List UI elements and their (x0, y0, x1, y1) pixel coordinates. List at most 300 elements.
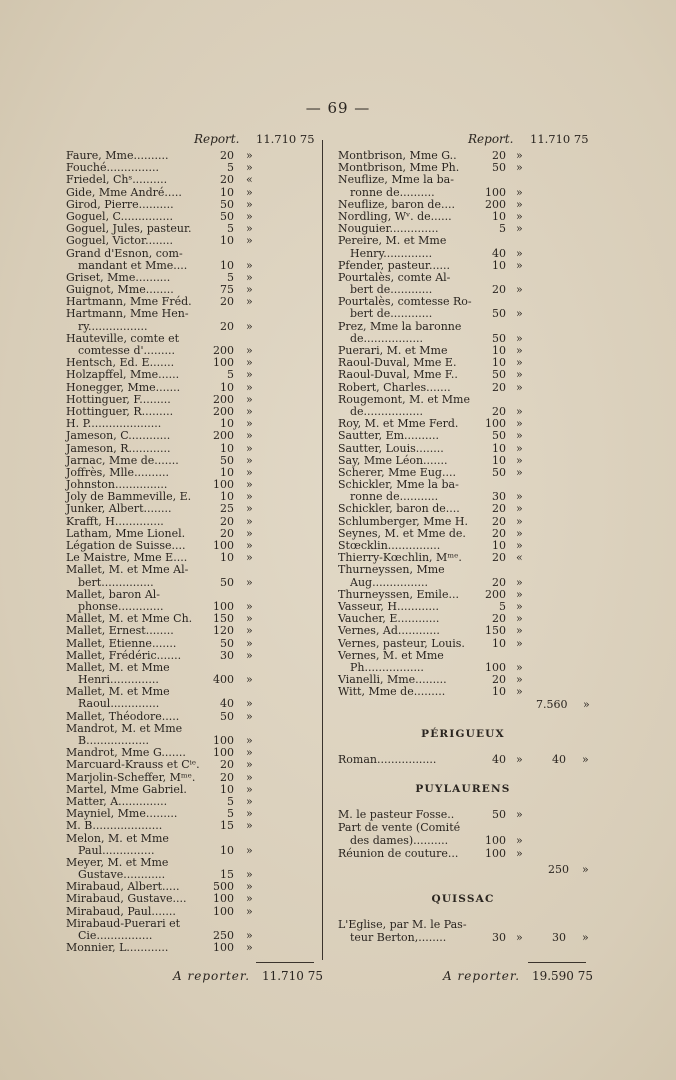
donor-name: M. B.................... (66, 819, 163, 833)
donation-amount: 20 (492, 380, 506, 394)
donation-amount: 100 (213, 904, 234, 918)
donation-cents: » (516, 368, 523, 382)
donor-name: Mirabaud, Paul....... (66, 904, 176, 918)
donor-name: Vaucher, E............ (338, 612, 440, 626)
donor-name: Jameson, C............ (66, 429, 171, 443)
donation-amount: 150 (213, 612, 234, 626)
donation-amount: 10 (492, 685, 506, 699)
list-item (338, 848, 590, 861)
donation-amount: 10 (492, 258, 506, 272)
donor-name: Girod, Pierre.......... (66, 197, 174, 211)
section-total-cents: » (582, 863, 589, 877)
donor-name: Jarnac, Mme de....... (66, 453, 179, 467)
donation-amount: 100 (213, 539, 234, 552)
donor-name: Hentsch, Ed. E....... (66, 356, 175, 370)
donor-name: B.................. (78, 734, 150, 747)
donor-name: Raoul-Duval, Mme E. (338, 356, 457, 370)
list-item (66, 248, 316, 260)
donor-name: Schlumberger, Mme H. (338, 514, 469, 528)
footer-rule-left (256, 962, 314, 963)
donation-cents: » (246, 283, 253, 297)
donation-cents: » (246, 697, 253, 711)
donor-name: Mandrot, Mme G....... (66, 746, 186, 760)
donation-cents: » (246, 441, 253, 455)
list-item (338, 577, 590, 589)
footer-left (173, 969, 323, 983)
footer-label: A reporter. (173, 969, 251, 983)
donation-cents: » (516, 575, 523, 589)
donation-cents: » (516, 539, 523, 552)
donation-amount: 25 (220, 502, 234, 516)
donation-amount: 10 (492, 344, 506, 357)
donation-amount: 10 (220, 465, 234, 479)
donation-amount: 250 (213, 929, 234, 942)
donor-name: Schickler, baron de.... (338, 502, 460, 516)
donor-name: Cie................ (78, 929, 153, 942)
donation-amount: 20 (492, 149, 506, 162)
list-item (338, 430, 590, 442)
donation-amount: 100 (485, 417, 506, 431)
donation-cents: » (246, 404, 253, 418)
donation-cents: » (516, 344, 523, 357)
donation-cents: » (246, 222, 253, 236)
donation-amount: 50 (492, 161, 506, 175)
donation-amount: 10 (492, 539, 506, 552)
list-item (66, 820, 316, 832)
donation-cents: » (246, 490, 253, 504)
donor-name: Sautter, Em.......... (338, 429, 439, 443)
donation-amount: 100 (485, 185, 506, 199)
section-total-row (338, 864, 590, 876)
donation-cents: » (246, 295, 253, 309)
list-item (66, 577, 316, 589)
donation-cents: » (246, 868, 253, 882)
donation-amount: 10 (220, 234, 234, 248)
donation-amount: 20 (220, 295, 234, 309)
donation-amount: 20 (492, 575, 506, 589)
donation-cents: » (246, 380, 253, 394)
donation-amount: 50 (220, 209, 234, 223)
donor-name: mandant et Mme.... (78, 258, 188, 272)
footer-label: A reporter. (443, 969, 521, 983)
donation-cents: » (246, 807, 253, 821)
list-item (338, 443, 590, 455)
donor-name: Robert, Charles....... (338, 380, 451, 394)
donation-amount: 50 (492, 331, 506, 345)
donor-name: Johnston............... (66, 478, 168, 492)
donor-name: Mallet, M. et Mme Al- (66, 563, 189, 577)
donor-name: Vernes, Ad............ (338, 624, 440, 638)
donation-amount: 20 (220, 319, 234, 333)
donor-name: Mallet, M. et Mme Ch. (66, 612, 193, 626)
donation-cents: » (246, 429, 253, 443)
donation-cents: » (246, 624, 253, 638)
donor-name: Hottinguer, R......... (66, 404, 174, 418)
section-total: 30 (552, 930, 566, 944)
donor-name: Réunion de couture... (338, 847, 459, 861)
donor-name: ry................. (78, 319, 148, 333)
donation-amount: 5 (227, 368, 234, 382)
donation-cents: » (516, 502, 523, 516)
donation-amount: 5 (499, 599, 506, 613)
donation-cents: » (246, 234, 253, 248)
donor-name: Thierry-Kœchlin, Mᵐᵉ. (338, 551, 462, 565)
donation-amount: 5 (499, 222, 506, 236)
list-item (338, 174, 590, 186)
donation-amount: 150 (485, 624, 506, 638)
donation-cents: » (246, 941, 253, 955)
donation-cents: » (516, 246, 523, 260)
donor-name: Mallet, Théodore..... (66, 709, 180, 723)
donation-cents: » (246, 453, 253, 467)
list-item (66, 321, 316, 333)
donation-amount: 10 (220, 380, 234, 394)
donor-name: Gide, Mme André..... (66, 185, 182, 199)
donation-amount: 10 (220, 185, 234, 199)
donation-cents: » (246, 648, 253, 662)
donation-cents: » (246, 636, 253, 650)
donor-name: Goguel, C............... (66, 209, 174, 223)
donation-cents: » (246, 368, 253, 382)
donation-cents: » (516, 612, 523, 626)
donation-amount: 10 (492, 636, 506, 650)
donation-cents: » (516, 808, 523, 822)
donation-amount: 200 (213, 404, 234, 418)
donation-amount: 20 (492, 404, 506, 418)
donation-amount: 100 (213, 599, 234, 613)
donation-cents: » (516, 307, 523, 321)
footer-rule-right (528, 962, 586, 963)
donor-name: Honegger, Mme....... (66, 380, 181, 394)
donation-cents: » (246, 843, 253, 857)
section (338, 893, 590, 945)
donor-name: Schickler, Mme la ba- (338, 478, 459, 492)
list-item (338, 754, 590, 767)
donation-cents: » (246, 417, 253, 431)
donation-amount: 20 (492, 283, 506, 297)
donor-name: teur Berton,........ (350, 930, 447, 944)
donor-name: Vernes, M. et Mme (338, 648, 444, 662)
donation-amount: 20 (492, 514, 506, 528)
donor-name: Witt, Mme de......... (338, 685, 446, 699)
donation-amount: 20 (220, 173, 234, 187)
donation-cents: » (246, 344, 253, 357)
donor-name: Faure, Mme.......... (66, 149, 169, 162)
sections (338, 728, 590, 944)
donor-name: Henry.............. (350, 246, 433, 260)
donation-amount: 10 (220, 490, 234, 504)
donation-amount: 50 (492, 808, 506, 822)
donation-cents: « (516, 551, 523, 565)
donation-cents: » (516, 441, 523, 455)
donor-name: Hottinguer, F......... (66, 392, 171, 406)
donation-cents: » (516, 673, 523, 687)
list-item (66, 638, 316, 650)
donation-cents: » (516, 149, 523, 162)
list-item (66, 430, 316, 442)
donor-name: Joffrès, Mlle.......... (66, 465, 170, 479)
donation-cents: » (246, 612, 253, 626)
donation-cents: » (246, 356, 253, 370)
donor-name: Vianelli, Mme......... (338, 673, 447, 687)
donor-name: Pourtalès, comte Al- (338, 270, 451, 284)
donation-amount: 50 (220, 709, 234, 723)
donation-amount: 20 (220, 758, 234, 772)
donation-amount: 10 (492, 209, 506, 223)
donor-name: Paul............... (78, 843, 155, 857)
donor-name: Scherer, Mme Eug.... (338, 465, 456, 479)
donation-cents: » (516, 453, 523, 467)
donation-amount: 100 (485, 847, 506, 861)
list-item (66, 369, 316, 381)
list-item (66, 942, 316, 954)
donation-amount: 10 (220, 551, 234, 565)
donor-name: Grand d'Esnon, com- (66, 246, 183, 260)
donation-cents: » (516, 624, 523, 638)
donor-name: Gustave............ (78, 868, 166, 882)
donation-amount: 100 (213, 356, 234, 370)
donor-name: Griset, Mme.......... (66, 270, 171, 284)
donor-name: Marcuard-Krauss et Cⁱᵉ. (66, 758, 200, 772)
donor-name: Latham, Mme Lionel. (66, 526, 186, 540)
right-column (338, 128, 590, 945)
donor-name: Mallet, M. et Mme (66, 660, 170, 674)
donor-name: Mayniel, Mme......... (66, 807, 178, 821)
donor-name: Hauteville, comte et (66, 331, 180, 345)
donation-cents: » (246, 526, 253, 540)
donor-name: Monnier, L............ (66, 941, 169, 955)
section-total-cents: » (582, 930, 589, 944)
section-title: PUYLAURENS (415, 783, 511, 796)
donor-name: Mallet, Etienne....... (66, 636, 177, 650)
donor-name: bert de............ (350, 307, 433, 321)
donation-cents: » (516, 660, 523, 674)
donor-name: Mirabaud-Puerari et (66, 916, 181, 930)
donation-cents: » (246, 734, 253, 747)
donation-amount: 20 (492, 526, 506, 540)
donation-cents: » (246, 161, 253, 175)
donation-cents: » (246, 258, 253, 272)
donation-amount: 20 (220, 770, 234, 784)
donor-name: Hartmann, Mme Fréd. (66, 295, 192, 309)
donation-amount: 500 (213, 880, 234, 894)
donor-name: M. le pasteur Fosse.. (338, 808, 455, 822)
report-line-right (338, 128, 590, 150)
donor-name: Marjolin-Scheffer, Mᵐᵉ. (66, 770, 196, 784)
report-amount: 11.710 75 (530, 132, 589, 146)
donation-cents: » (246, 551, 253, 565)
donor-name: Holzapffel, Mme...... (66, 368, 180, 382)
right-entries (338, 150, 590, 698)
list-item (66, 698, 316, 710)
list-item (66, 174, 316, 186)
donor-name: Martel, Mme Gabriel. (66, 782, 187, 796)
list-item (66, 308, 316, 320)
donation-amount: 30 (220, 648, 234, 662)
donation-cents: » (516, 197, 523, 211)
list-item (338, 564, 590, 576)
donor-name: Pfender, pasteur...... (338, 258, 450, 272)
donation-cents: » (516, 599, 523, 613)
donation-amount: 5 (227, 794, 234, 808)
donation-cents: » (246, 892, 253, 906)
list-item (338, 932, 590, 945)
donation-cents: » (246, 270, 253, 284)
list-item (66, 893, 316, 905)
donation-amount: 50 (492, 465, 506, 479)
donation-cents: » (246, 502, 253, 516)
subtotal-cents: » (583, 698, 590, 712)
list-item (338, 638, 590, 650)
donation-cents: » (516, 185, 523, 199)
donor-name: Mirabaud, Gustave.... (66, 892, 187, 906)
donor-name: Mallet, M. et Mme (66, 685, 170, 699)
donation-cents: » (246, 539, 253, 552)
donor-name: Roy, M. et Mme Ferd. (338, 417, 459, 431)
donor-name: Puerari, M. et Mme (338, 344, 448, 357)
donation-cents: » (246, 599, 253, 613)
donor-name: phonse............. (78, 599, 164, 613)
donation-amount: 100 (213, 478, 234, 492)
donor-name: Mallet, Frédéric....... (66, 648, 182, 662)
donor-name: Stœcklin............... (338, 539, 441, 552)
list-item (66, 503, 316, 515)
donation-amount: 50 (220, 575, 234, 589)
donor-name: Nouguier.............. (338, 222, 439, 236)
donor-name: Vernes, pasteur, Louis. (338, 636, 465, 650)
footer-amount: 11.710 75 (261, 969, 324, 983)
donation-cents: » (516, 587, 523, 601)
donation-cents: » (246, 770, 253, 784)
donor-name: Pourtalès, comtesse Ro- (338, 295, 472, 309)
donor-name: Sautter, Louis........ (338, 441, 444, 455)
donation-cents: » (516, 636, 523, 650)
donor-name: Goguel, Victor........ (66, 234, 174, 248)
subtotal-value: 7.560 (536, 698, 568, 712)
donation-amount: 20 (220, 149, 234, 162)
donation-amount: 200 (213, 429, 234, 443)
donation-amount: 200 (485, 197, 506, 211)
donation-amount: 10 (220, 843, 234, 857)
donor-name: Nordling, Wᵛ. de...... (338, 209, 452, 223)
list-item (66, 759, 316, 771)
list-item (66, 772, 316, 784)
donation-amount: 10 (492, 441, 506, 455)
donation-cents: » (246, 782, 253, 796)
section-total: 250 (548, 863, 569, 877)
donation-cents: » (246, 575, 253, 589)
donor-name: Henri.............. (78, 673, 159, 687)
donor-name: Fouché............... (66, 161, 159, 175)
donation-cents: » (246, 794, 253, 808)
donor-name: Goguel, Jules, pasteur. (66, 222, 192, 236)
donor-name: Hartmann, Mme Hen- (66, 307, 189, 321)
donation-amount: 100 (485, 660, 506, 674)
donor-name: ronne de........... (350, 490, 439, 504)
report-label: Report. (468, 132, 514, 146)
donation-cents: » (516, 465, 523, 479)
left-column (66, 128, 316, 954)
donation-cents: » (246, 673, 253, 687)
list-item (66, 906, 316, 918)
donation-amount: 20 (492, 502, 506, 516)
donation-amount: 5 (227, 161, 234, 175)
donation-amount: 10 (220, 782, 234, 796)
donation-cents: » (246, 465, 253, 479)
donation-cents: » (246, 929, 253, 942)
donation-amount: 5 (227, 270, 234, 284)
donor-name: Guignot, Mme........ (66, 283, 174, 297)
donation-cents: » (246, 319, 253, 333)
donor-name: Say, Mme Léon....... (338, 453, 448, 467)
donor-name: Jameson, R............ (66, 441, 171, 455)
list-item (66, 235, 316, 247)
donation-amount: 50 (220, 197, 234, 211)
donation-cents: » (516, 834, 523, 848)
footer-amount: 19.590 75 (531, 969, 594, 983)
donor-name: Prez, Mme la baronne (338, 319, 462, 333)
donor-name: Aug................ (350, 575, 429, 589)
donation-cents: » (516, 283, 523, 297)
list-item (66, 382, 316, 394)
donor-name: Mallet, Ernest........ (66, 624, 174, 638)
donor-name: Neuflize, baron de.... (338, 197, 455, 211)
section (338, 783, 590, 876)
donor-name: L'Eglise, par M. le Pas- (338, 917, 467, 931)
donation-amount: 10 (492, 356, 506, 370)
donation-cents: » (516, 930, 523, 944)
list-item (66, 711, 316, 723)
donation-amount: 100 (485, 834, 506, 848)
donation-amount: 5 (227, 222, 234, 236)
donation-cents: » (516, 356, 523, 370)
donation-amount: 20 (492, 612, 506, 626)
list-item (338, 919, 590, 932)
section (338, 728, 590, 767)
section-title: QUISSAC (431, 892, 495, 905)
donation-amount: 40 (492, 753, 506, 767)
donation-cents: » (246, 880, 253, 894)
donor-name: Vasseur, H............ (338, 599, 439, 613)
donation-amount: 50 (220, 636, 234, 650)
list-item (338, 308, 590, 320)
donor-name: bert............... (78, 575, 154, 589)
donation-amount: 100 (213, 941, 234, 955)
donation-amount: 10 (492, 453, 506, 467)
donation-cents: » (516, 429, 523, 443)
page-number: — 69 — (305, 99, 371, 117)
donation-cents: » (516, 380, 523, 394)
donation-amount: 20 (492, 551, 506, 565)
donation-cents: » (246, 746, 253, 760)
donor-name: Matter, A.............. (66, 794, 168, 808)
donation-amount: 50 (492, 429, 506, 443)
donation-amount: 200 (213, 344, 234, 357)
donor-name: Melon, M. et Mme (66, 831, 169, 845)
report-amount: 11.710 75 (256, 132, 315, 146)
donation-cents: » (246, 392, 253, 406)
report-line-left (66, 128, 316, 150)
donation-amount: 50 (492, 368, 506, 382)
list-item (338, 625, 590, 637)
donor-name: Junker, Albert........ (66, 502, 172, 516)
donation-amount: 30 (492, 490, 506, 504)
donation-amount: 100 (213, 746, 234, 760)
left-entries (66, 150, 316, 954)
report-label: Report. (194, 132, 240, 146)
donor-name: Pereire, M. et Mme (338, 234, 447, 248)
donation-amount: 20 (220, 526, 234, 540)
